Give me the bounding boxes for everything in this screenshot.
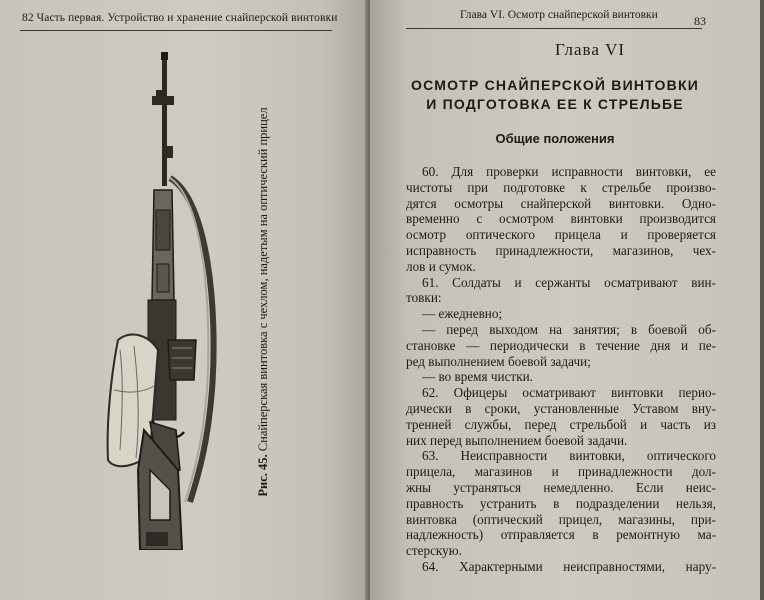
text-line: осмотр оптического прицела и проверяется — [406, 227, 716, 243]
figure-caption-label: Рис. 45. — [256, 454, 270, 497]
text-line: товки: — [406, 290, 442, 306]
book-edge — [760, 0, 764, 600]
text-line: — ежедневно; — [422, 306, 503, 322]
chapter-title-line-2: И ПОДГОТОВКА ЕЕ К СТРЕЛЬБЕ — [426, 96, 684, 112]
rifle-drawing — [90, 50, 230, 550]
text-line: них перед выполнением боевой задачи. — [406, 432, 628, 448]
left-page — [0, 0, 368, 600]
text-line: ред выполнением боевой задачи; — [406, 353, 591, 369]
text-line: — перед выходом на занятия; в боевой об- — [422, 321, 716, 337]
figure-caption-wrap — [236, 92, 270, 512]
right-page — [370, 0, 760, 600]
page-number: 83 — [694, 14, 706, 28]
chapter-title — [410, 76, 700, 114]
text-line: 63. Неисправности винтовки, оптического — [422, 448, 716, 464]
text-line: правность устранить в подразделении нельзя, — [406, 495, 716, 511]
text-line: 64. Характерными неисправностями, нару- — [422, 558, 716, 574]
text-line: стерскую. — [406, 543, 462, 559]
text-line: надлежность) отправляется в ремонтную ма- — [406, 527, 716, 543]
text-line: временно с осмотром винтовки производится — [406, 211, 716, 227]
left-header-rule — [20, 30, 332, 31]
right-running-head: Глава VI. Осмотр снайперской винтовки — [460, 9, 658, 21]
chapter-number: Глава VI — [554, 40, 626, 59]
text-line: прицела, магазинов и принадлежности дол- — [406, 464, 716, 480]
left-running-head: 82 Часть первая. Устройство и хранение снайперской винтовки — [22, 12, 338, 24]
right-header-rule — [406, 28, 702, 29]
text-line: 61. Солдаты и сержанты осматривают вин- — [422, 274, 716, 290]
text-line: становке — периодически в течение дня и пе- — [406, 337, 716, 353]
text-line: 60. Для проверки исправности винтовки, ее — [422, 164, 716, 179]
figure-caption-text: Снайперская винтовка с чехлом, надетым на оптический прицел — [256, 107, 270, 452]
text-line: чистоты при подготовке к стрельбе произво- — [406, 179, 716, 195]
figure-caption — [256, 92, 271, 512]
body-text — [406, 164, 716, 575]
text-line: 62. Офицеры осматривают винтовки перио- — [422, 385, 716, 401]
text-line: дически в сроки, установленные Уставом вну- — [406, 400, 716, 416]
chapter-title-line-1: ОСМОТР СНАЙПЕРСКОЙ ВИНТОВКИ — [411, 77, 699, 93]
text-line: жны устраняться немедленно. Если неис- — [406, 479, 716, 495]
text-line: винтовка (оптический прицел, магазины, при- — [406, 511, 716, 527]
text-line: исправность принадлежности, магазинов, чех- — [406, 242, 716, 258]
text-line: лов и сумок. — [406, 258, 476, 274]
text-line: дятся осмотры снайперской винтовки. Одно- — [406, 195, 716, 211]
rifle-illustration — [90, 50, 230, 550]
text-line: — во время чистки. — [422, 369, 533, 385]
text-line: тренней службы, перед стрельбой и часть из — [406, 416, 716, 432]
section-title: Общие положения — [495, 131, 615, 146]
